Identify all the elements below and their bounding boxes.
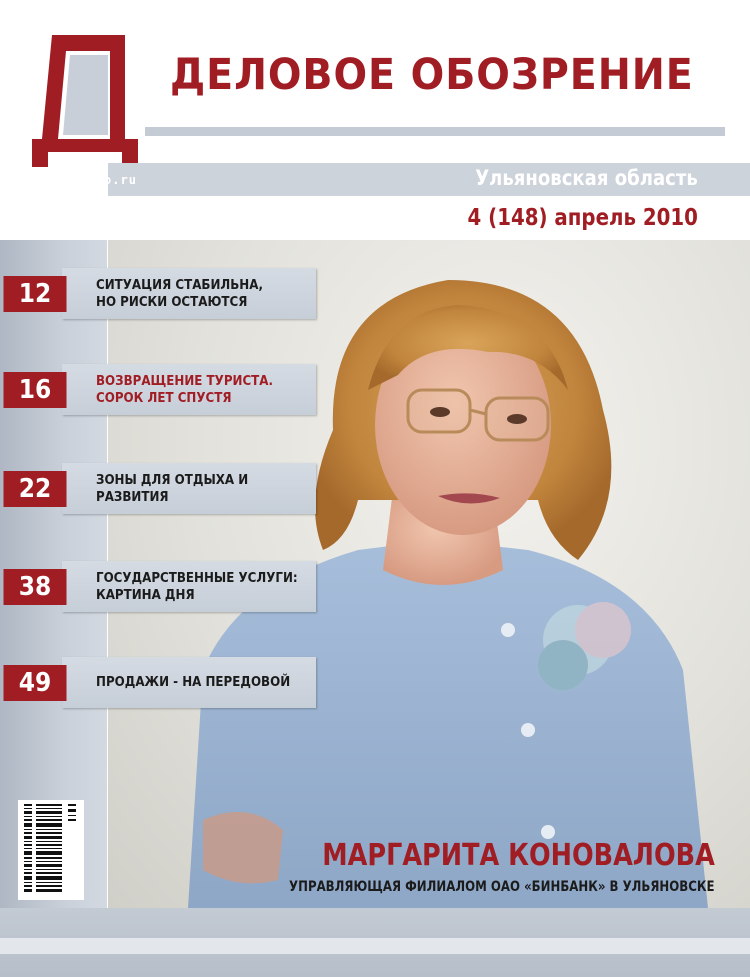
region-label: Ульяновская область <box>475 166 698 190</box>
cover-person-position: УПРАВЛЯЮЩАЯ ФИЛИАЛОМ ОАО «БИНБАНК» В УЛЬЯНОВСКЕ <box>289 879 715 895</box>
toc-page-number: 12 <box>4 276 67 312</box>
toc-item-title: СИТУАЦИЯ СТАБИЛЬНА, НО РИСКИ ОСТАЮТСЯ <box>96 276 263 310</box>
toc-page-number: 49 <box>4 665 67 701</box>
barcode-icon <box>18 800 84 900</box>
toc-item-title: ВОЗВРАЩЕНИЕ ТУРИСТА. СОРОК ЛЕТ СПУСТЯ <box>96 372 274 406</box>
issue-info: 4 (148) апрель 2010 <box>467 205 698 231</box>
website-url[interactable]: www.uldelo.ru <box>30 173 137 187</box>
toc-page-number: 22 <box>4 471 67 507</box>
title-underline <box>145 127 725 136</box>
bottom-band-stripe <box>0 938 750 954</box>
cover-person-name: МАРГАРИТА КОНОВАЛОВА <box>322 838 715 873</box>
toc-item-title: ГОСУДАРСТВЕННЫЕ УСЛУГИ: КАРТИНА ДНЯ <box>96 569 298 603</box>
toc-item-title: ЗОНЫ ДЛЯ ОТДЫХА И РАЗВИТИЯ <box>96 471 249 505</box>
logo <box>30 27 140 167</box>
toc-item[interactable] <box>0 268 316 319</box>
toc-item[interactable] <box>0 364 316 415</box>
toc-item[interactable] <box>0 561 316 612</box>
toc-item[interactable] <box>0 657 316 708</box>
magazine-title: ДЕЛОВОЕ ОБОЗРЕНИЕ <box>170 50 694 100</box>
toc-item-title: ПРОДАЖИ - НА ПЕРЕДОВОЙ <box>96 674 291 690</box>
toc-item[interactable] <box>0 463 316 514</box>
bottom-band <box>0 908 750 977</box>
barcode <box>18 800 84 900</box>
logo-letter-icon <box>30 27 140 167</box>
toc-page-number: 38 <box>4 569 67 605</box>
toc-page-number: 16 <box>4 372 67 408</box>
